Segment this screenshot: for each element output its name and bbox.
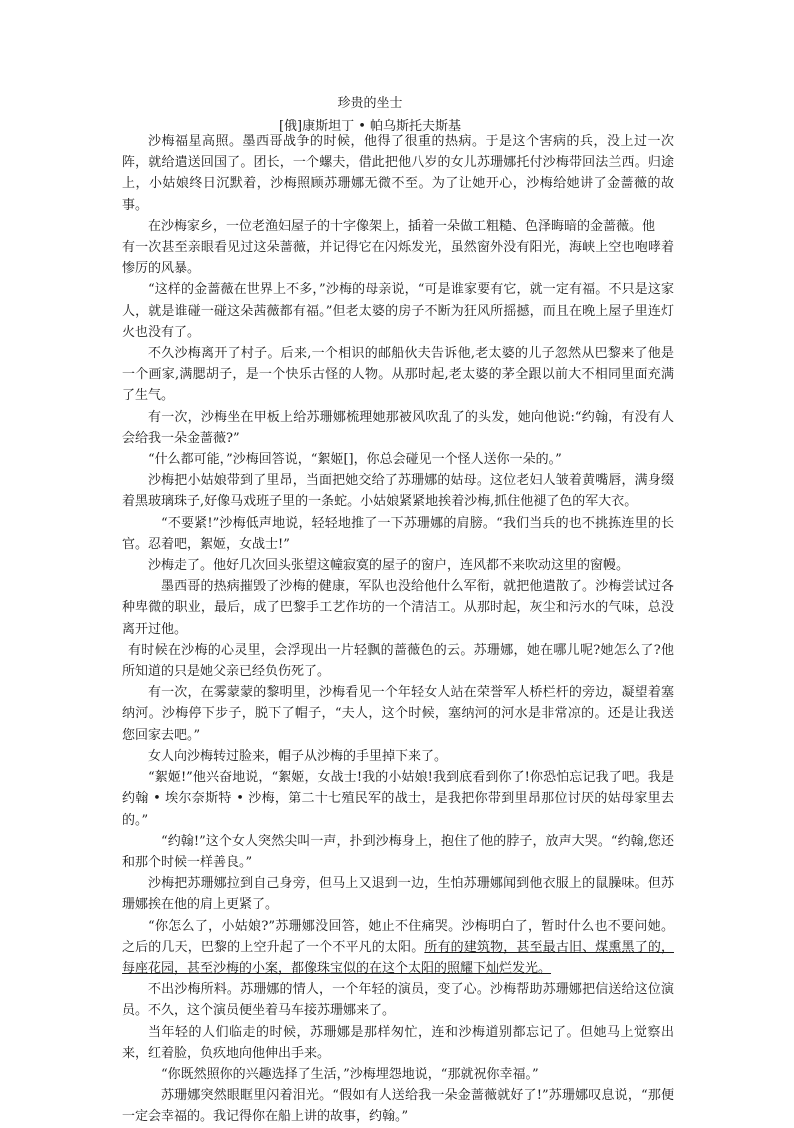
paragraph: 有时候在沙梅的心灵里，会浮现出一片轻飘的蔷薇色的云。苏珊娜，她在哪儿呢?她怎么了?他所知道的只是她父亲已经负伤死了。 xyxy=(122,642,674,680)
paragraph: 有一次，沙梅坐在甲板上给苏珊娜梳理她那被风吹乱了的头发，她向他说:“约翰，有没有人会给我一朵金蔷薇?” xyxy=(122,409,674,446)
paragraph: 不久沙梅离开了村子。后来,一个相识的邮船伙夫告诉他,老太婆的儿子忽然从巴黎来了他是一个画家,满腮胡子，是一个快乐古怪的人物。从那时起,老太婆的茅全跟以前大不相同里面充满了生气。 xyxy=(122,346,674,404)
paragraph: 苏珊娜突然眼眶里闪着泪光。“假如有人送给我一朵金蔷薇就好了!”苏珊娜叹息说，“那便一定会幸福的。我记得你在船上讲的故事，约翰。” xyxy=(122,1088,674,1125)
paragraph: 不出沙梅所料。苏珊娜的情人，一个年轻的演员，变了心。沙梅帮助苏珊娜把信送给这位演员。不久，这个演员便坐着马车接苏珊娜来了。 xyxy=(122,982,674,1019)
paragraph: 沙梅走了。他好几次回头张望这幢寂寞的屋子的窗户，连风都不来吹动这里的窗幔。 xyxy=(148,558,630,574)
underlined-sentence: 所有的建筑物，甚至最古旧、煤熏黑了的，每座花园，甚至沙梅的小案，都像珠宝似的在这个太阳的照耀下灿烂发光。 xyxy=(122,939,674,976)
paragraph: 沙梅福星高照。墨西哥战争的时候，他得了很重的热病。于是这个害病的兵，没上过一次阵，就给遣送回国了。团长，一个螺夫，借此把他八岁的女儿苏珊娜托付沙梅带回法兰西。归途上，小姑娘终日沉默着，沙梅照顾苏珊娜无微不至。为了让她开心，沙梅给她讲了金蔷薇的故事。 xyxy=(122,134,674,213)
paragraph: “不要紧!”沙梅低声地说，轻轻地推了一下苏珊娜的肩膀。“我们当兵的也不挑拣连里的长官。忍着吧，絮姬，女战士!” xyxy=(122,515,674,552)
paragraph: “这样的金蔷薇在世界上不多，”沙梅的母亲说，“可是谁家要有它，就一定有福。不只是这家人，就是谁碰一碰这朵茜薇都有福。”但老太婆的房子不断为狂风所摇撼，而且在晚上屋子里连灯火也没有了。 xyxy=(122,282,674,340)
paragraph: “什么都可能，”沙梅回答说，“絮姬[]，你总会碰见一个怪人送你一朵的。” xyxy=(148,452,562,468)
document-title: 珍贵的坐士 xyxy=(337,96,403,111)
paragraph xyxy=(122,916,674,980)
paragraph: 女人向沙梅转过脸来，帽子从沙梅的手里掉下来了。 xyxy=(148,748,448,764)
paragraph: 沙梅把小姑娘带到了里昂，当面把她交给了苏珊娜的姑母。这位老妇人皱着黄嘴唇，满身缀着黑玻璃珠子,好像马戏班子里的一条蛇。小姑娘紧紧地挨着沙梅,抓住他褪了色的军大衣。 xyxy=(122,473,674,510)
paragraph: “你既然照你的兴趣选择了生活，”沙梅埋怨地说，“那就祝你幸福。” xyxy=(161,1066,539,1082)
paragraph: 沙梅把苏珊娜拉到自己身旁，但马上又退到一边，生怕苏珊娜闻到他衣服上的鼠臊味。但苏珊娜挨在他的肩上更紧了。 xyxy=(122,876,674,913)
paragraph: 当年轻的人们临走的时候，苏珊娜是那样匆忙，连和沙梅道别都忘记了。但她马上觉察出来，红着脸，负疚地向他伸出手来。 xyxy=(122,1024,674,1061)
paragraph: 墨西哥的热病摧毁了沙梅的健康，军队也没给他什么军衔，就把他遣散了。沙梅尝试过各种卑微的职业，最后，成了巴黎手工艺作坊的一个清洁工。从那时起，灰尘和污水的气味，总没离开过他。 xyxy=(122,579,674,637)
document-body xyxy=(122,131,674,1128)
paragraph-text: “你怎么了，小姑娘?”苏珊娜没回答，她止不住痛哭。沙梅明白了，暂时什么也不要问她。之后的几天，巴黎的上空升起了一个不平凡的太阳。 xyxy=(122,918,674,955)
paragraph: “絮姬!”他兴奋地说，“絮姬，女战士!我的小姑娘!我到底看到你了!你恐怕忘记我了吧。我是约翰 • 埃尔奈斯特 • 沙梅，第二十七殖民军的战士，是我把你带到里昂那位讨厌的姑母家里去的。” xyxy=(122,770,674,828)
paragraph: 在沙梅家乡，一位老渔妇屋子的十字像架上，插着一朵做工粗糙、色泽晦暗的金蔷薇。他 xyxy=(148,218,656,234)
paragraph: 有一次，在雾蒙蒙的黎明里，沙梅看见一个年轻女人站在荣誉军人桥栏杆的旁边，凝望着塞纳河。沙梅停下步子，脱下了帽子，“夫人，这个时候，塞纳河的河水是非常凉的。还是让我送您回家去吧。” xyxy=(122,685,674,743)
paragraph: 有一次甚至亲眼看见过这朵蔷薇，并记得它在闪烁发光，虽然窗外没有阳光，海峡上空也咆哮着惨厉的风暴。 xyxy=(122,240,674,277)
document-author: [俄]康斯坦丁 • 帕乌斯托夫斯基 xyxy=(278,119,462,134)
paragraph: “约翰!”这个女人突然尖叫一声，扑到沙梅身上，抱住了他的脖子，放声大哭。“约翰,您还和那个时候一样善良。” xyxy=(122,833,674,870)
